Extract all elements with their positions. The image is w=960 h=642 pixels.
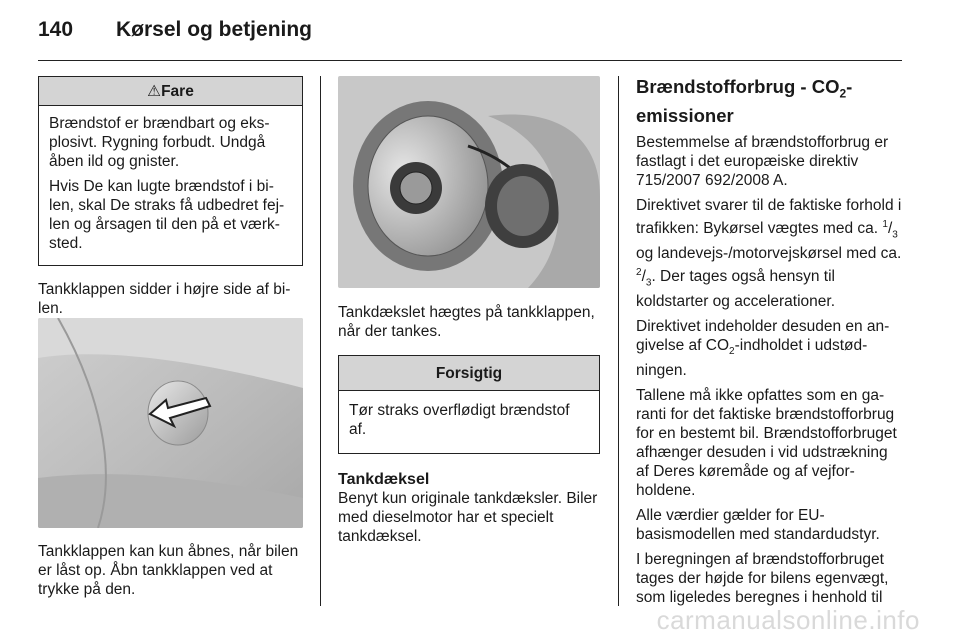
warning-triangle-icon: ⚠ (147, 83, 162, 100)
column-divider (320, 76, 321, 606)
danger-label: Fare (161, 83, 194, 100)
paragraph: Bestemmelse af brændstofforbrug er fastlagt i det europæiske direktiv 715/2007 692/2008 A. (636, 133, 889, 189)
caution-text: Tør straks overflødigt brændstof af. (349, 402, 570, 438)
fraction-denominator: 3 (645, 277, 652, 289)
paragraph: Tankdækslet hægtes på tankklappen, når der tankes. (338, 304, 595, 340)
danger-text: Brændstof er brændbart og eksplosivt. Rygning forbudt. Undgå åben ild og gnister. (49, 115, 270, 170)
text-run: . Der tages også hensyn til koldstarter og accelerationer. (636, 268, 836, 311)
paragraph: I beregningen af brændstofforbruget tages der højde for bilens egenvægt, som ligeledes beregnes i henhold til (636, 551, 889, 607)
watermark: carmanualsonline.info (656, 605, 920, 635)
danger-text: Hvis De kan lugte brændstof i bilen, skal De straks få udbedret fejlen og årsagen til den på et værksted. (49, 178, 285, 252)
column-2 (338, 303, 600, 552)
text-run: og landevejs-/motorvejskørsel med ca. (636, 244, 902, 262)
text-run: Direktivet svarer til de faktiske forhold i trafikken: Bykørsel vægtes med ca. (636, 196, 902, 237)
page-header (38, 18, 312, 42)
fuel-flap-closed-image (38, 318, 303, 528)
paragraph: Tallene må ikke opfattes som en garanti for det faktiske brændstofforbrug for en bestemt bil. Brændstofforbruget afhænger desuden i vid udstrækning af Deres køremåde og af vejforholdene. (636, 387, 897, 500)
paragraph: Benyt kun originale tankdæksler. Biler med dieselmotor har et specielt tankdæksel. (338, 490, 598, 545)
section-heading: Tankdæksel (338, 471, 430, 488)
fuel-cap-open-image (338, 76, 600, 288)
text-run: Direktivet indeholder desuden en angivelse af CO (636, 318, 890, 355)
paragraph: Direktivet svarer til de faktiske forhold i trafikken: Bykørsel vægtes med ca. $^1/_3$ og landevejs-/motorvejskørsel med ca. $^2/_3$. Der tages også hensyn til koldstarter og accelerationer. (636, 196, 902, 311)
page-title: Kørsel og betjening (116, 18, 313, 41)
column-divider (618, 76, 619, 606)
danger-header (39, 77, 302, 106)
column-1-bottom (38, 542, 303, 605)
caution-box (338, 355, 600, 454)
paragraph (636, 317, 902, 380)
header-rule (38, 60, 902, 61)
text-run: -indholdet i udstødningen. (636, 337, 868, 380)
title-part: emissioner (636, 104, 734, 126)
paragraph: Alle værdier gælder for EU-basismodellen med standardudstyr. (636, 507, 880, 544)
section-title (636, 76, 902, 127)
caution-header: Forsigtig (339, 356, 599, 391)
title-subscript: 2 (839, 86, 847, 101)
column-3 (636, 76, 902, 613)
page-number: 140 (38, 18, 74, 41)
danger-box (38, 76, 303, 266)
paragraph: Tankklappen sidder i højre side af bilen. (38, 281, 291, 317)
co2-subscript: 2 (729, 346, 735, 358)
paragraph: Tankklappen kan kun åbnes, når bilen er låst op. Åbn tankklappen ved at trykke på den. (38, 543, 299, 598)
title-part: Brændstofforbrug - CO (636, 76, 840, 97)
column-1 (38, 76, 303, 324)
fraction-numerator: 1 (882, 218, 888, 230)
fraction-numerator: 2 (636, 266, 642, 278)
fraction-denominator: 3 (892, 228, 898, 240)
title-part: - (846, 76, 853, 97)
